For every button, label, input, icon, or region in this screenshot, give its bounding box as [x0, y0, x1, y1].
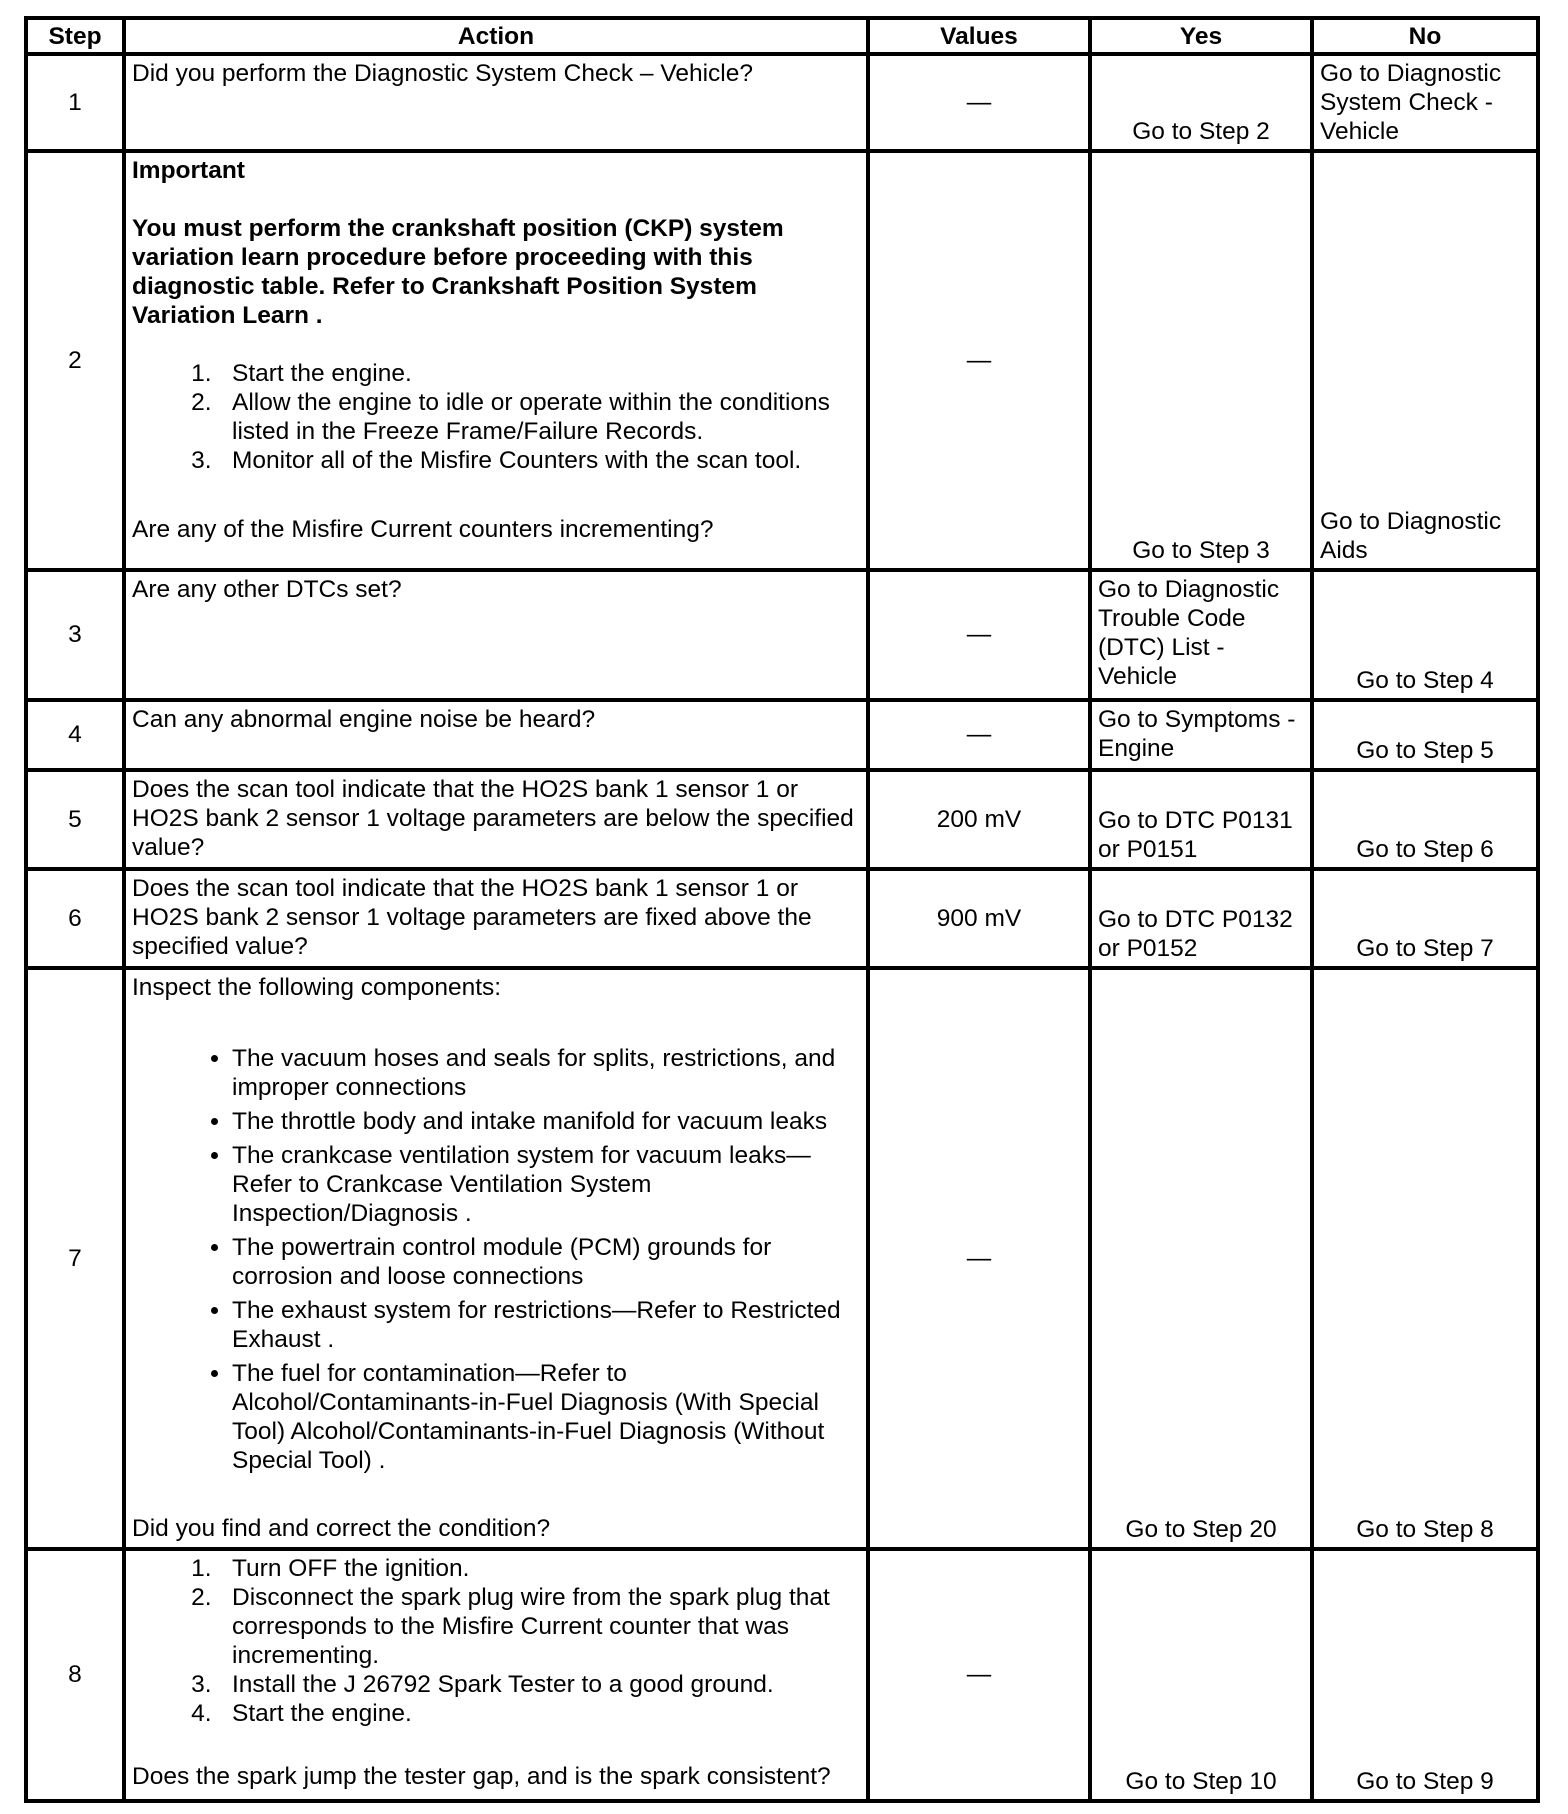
list-item: 4. Start the engine. [232, 1699, 860, 1728]
header-yes: Yes [1090, 18, 1312, 54]
list-item: • The powertrain control module (PCM) grounds for corrosion and loose connections [232, 1233, 860, 1291]
list-item: • The fuel for contamination—Refer to Alcohol/Contaminants-in-Fuel Diagnosis (With Special Tool) Alcohol/Contaminants-in-Fuel Diagnosis (Without Special Tool) . [232, 1359, 860, 1475]
action-question: Can any abnormal engine noise be heard? [124, 700, 868, 770]
list-item: 3. Install the J 26792 Spark Tester to a good ground. [232, 1670, 860, 1699]
table-row [26, 1549, 1538, 1801]
table-row [26, 869, 1538, 968]
step-number: 5 [26, 770, 124, 869]
table-row [26, 770, 1538, 869]
value-cell: — [868, 151, 1090, 569]
action-question: Are any of the Misfire Current counters incrementing? [132, 516, 714, 544]
list-item: • The exhaust system for restrictions—Refer to Restricted Exhaust . [232, 1296, 860, 1354]
value-cell: — [868, 968, 1090, 1549]
step-number: 4 [26, 700, 124, 770]
table-row [26, 570, 1538, 700]
no-cell: Go to Diagnostic System Check - Vehicle [1312, 54, 1538, 151]
action-question: Does the scan tool indicate that the HO2S bank 1 sensor 1 or HO2S bank 2 sensor 1 voltage parameters are below the specified value? [124, 770, 868, 869]
action-question: Did you find and correct the condition? [132, 1515, 551, 1543]
step-number: 3 [26, 570, 124, 700]
action-cell [124, 1549, 868, 1801]
header-step: Step [26, 18, 124, 54]
header-action: Action [124, 18, 868, 54]
diagnostic-table [24, 16, 1540, 1803]
no-cell: Go to Step 6 [1312, 770, 1538, 869]
list-item: • The vacuum hoses and seals for splits, restrictions, and improper connections [232, 1044, 860, 1102]
header-values: Values [868, 18, 1090, 54]
list-item: 1. Start the engine. [232, 359, 860, 388]
action-cell [124, 151, 868, 569]
list-item: 3. Monitor all of the Misfire Counters with the scan tool. [232, 446, 860, 475]
yes-cell: Go to DTC P0132 or P0152 [1090, 869, 1312, 968]
yes-cell: Go to DTC P0131 or P0151 [1090, 770, 1312, 869]
value-cell: — [868, 700, 1090, 770]
no-cell: Go to Step 5 [1312, 700, 1538, 770]
table-row [26, 700, 1538, 770]
no-cell: Go to Diagnostic Aids [1312, 151, 1538, 569]
action-question: Does the scan tool indicate that the HO2S bank 1 sensor 1 or HO2S bank 2 sensor 1 voltage parameters are fixed above the specified value? [124, 869, 868, 968]
action-cell [124, 968, 868, 1549]
list-item: • The throttle body and intake manifold for vacuum leaks [232, 1107, 860, 1136]
action-question: Did you perform the Diagnostic System Check – Vehicle? [124, 54, 868, 151]
procedure-list [132, 359, 860, 475]
yes-cell: Go to Step 3 [1090, 151, 1312, 569]
table-row [26, 968, 1538, 1549]
important-title: Important [132, 157, 245, 185]
step-number: 1 [26, 54, 124, 151]
list-item: 2. Disconnect the spark plug wire from the spark plug that corresponds to the Misfire Current counter that was incrementing. [232, 1583, 860, 1670]
yes-cell: Go to Symptoms - Engine [1090, 700, 1312, 770]
header-row [26, 18, 1538, 54]
step-number: 7 [26, 968, 124, 1549]
yes-cell: Go to Step 10 [1090, 1549, 1312, 1801]
value-cell: — [868, 570, 1090, 700]
action-question: Does the spark jump the tester gap, and is the spark consistent? [132, 1762, 831, 1790]
no-cell: Go to Step 4 [1312, 570, 1538, 700]
value-cell: 200 mV [868, 770, 1090, 869]
value-cell: 900 mV [868, 869, 1090, 968]
yes-cell: Go to Step 20 [1090, 968, 1312, 1549]
no-cell: Go to Step 7 [1312, 869, 1538, 968]
yes-cell: Go to Diagnostic Trouble Code (DTC) List - Vehicle [1090, 570, 1312, 700]
action-question: Are any other DTCs set? [124, 570, 868, 700]
important-text: You must perform the crankshaft position (CKP) system variation learn procedure before proceeding with this diagnostic table. Refer to Crankshaft Position System Variation Learn . [132, 215, 784, 330]
list-item: 1. Turn OFF the ignition. [232, 1554, 860, 1583]
value-cell: — [868, 1549, 1090, 1801]
list-item: • The crankcase ventilation system for vacuum leaks—Refer to Crankcase Ventilation System Inspection/Diagnosis . [232, 1141, 860, 1228]
step-number: 6 [26, 869, 124, 968]
action-intro: Inspect the following components: [132, 974, 502, 1002]
no-cell: Go to Step 8 [1312, 968, 1538, 1549]
procedure-list [132, 1554, 860, 1728]
yes-cell: Go to Step 2 [1090, 54, 1312, 151]
step-number: 2 [26, 151, 124, 569]
table-row [26, 54, 1538, 151]
component-list [132, 1044, 860, 1475]
list-item: 2. Allow the engine to idle or operate within the conditions listed in the Freeze Frame/Failure Records. [232, 388, 860, 446]
value-cell: — [868, 54, 1090, 151]
step-number: 8 [26, 1549, 124, 1801]
table-row [26, 151, 1538, 569]
no-cell: Go to Step 9 [1312, 1549, 1538, 1801]
header-no: No [1312, 18, 1538, 54]
